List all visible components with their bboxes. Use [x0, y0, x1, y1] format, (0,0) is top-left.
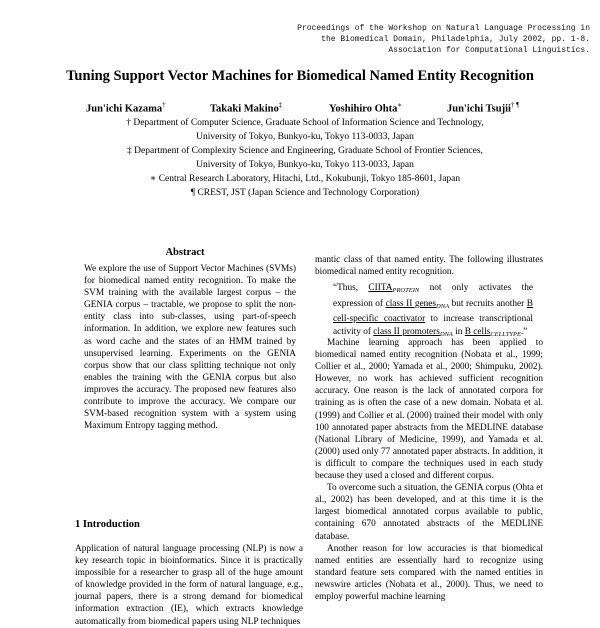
entity-tag: DNA — [436, 302, 450, 310]
entity-unlabeled: B cell-specific coactivator — [333, 298, 533, 325]
paragraph: Machine learning approach has been applied to biomedical named entity recognition (Nobata et al., 1999; Collier et al., 2000; Yamada et al., 2000; Shimpuku, 2002). However, no work has achieved sufficient recognition accuracy. One reason is the lack of annotated corpora for training as is often the case of a new domain. Nobata et al. (1999) and Collier et al. (2000) trained their model with only 100 annotated paper abstracts from the MEDLINE database (National Library of Medicine, 1999), and Yamada et al. (2000) used only 77 annotated paper abstracts. In addition, it is difficult to compare the techniques used in each study because they used a closed and different corpus. — [315, 338, 543, 482]
entity-dna: class II genes — [385, 298, 437, 309]
affiliation-line: ¶ CREST, JST (Japan Science and Technology Corporation) — [190, 188, 420, 198]
introduction-text: Application of natural language processing (NLP) is now a key research topic in bioinformatics. Since it is practically impossible for a researcher to grasp all of the huge amount of knowledge provided in the form of natural language, e.g., journal papers, there is a strong demand for biomedical information extraction (IE), which extracts knowledge automatically from biomedical papers using NLP techniques — [75, 544, 303, 627]
introduction-body — [75, 543, 303, 628]
example-quote — [333, 282, 533, 341]
author-name: Jun'ichi Tsujii — [447, 103, 511, 115]
affiliation-line: University of Tokyo, Bunkyo-ku, Tokyo 113-0033, Japan — [196, 160, 414, 170]
quote-text: to increase transcriptional activity of — [333, 314, 534, 337]
quote-text: but recruits another — [449, 298, 527, 309]
author-3 — [329, 101, 402, 115]
affiliation-line: † Department of Computer Science, Graduate School of Information Science and Technology, — [126, 118, 484, 128]
author-name: Jun'ichi Kazama — [86, 103, 163, 115]
right-col-body — [315, 337, 543, 603]
entity-tag: DNA — [439, 330, 453, 338]
entity-tag: CELLTYPE — [490, 330, 521, 338]
quote-text: in — [452, 326, 465, 337]
abstract-body — [84, 263, 296, 432]
author-mark: † — [162, 101, 166, 109]
quote-text: .” — [520, 326, 528, 337]
abstract-text: We explore the use of Support Vector Machines (SVMs) for biomedical named entity recognition. To make the SVM training with the available largest corpus – the GENIA corpus – tractable, we propose to split the non-entity class into sub-classes, using part-of-speech information. In addition, we explore new features such as word cache and the states of an HMM trained by unsupervised learning. Experiments on the GENIA corpus show that our class splitting technique not only enables the training with the GENIA corpus but also improves the accuracy. The proposed new features also contribute to improve the accuracy. We compare our SVM-based recognition system with a system using Maximum Entropy tagging method. — [84, 264, 296, 432]
entity-dna: class II promoters — [373, 326, 440, 337]
paragraph: mantic class of that named entity. The following illustrates biomedical named entity recognition. — [315, 255, 543, 278]
entity-celltype: B cells — [464, 326, 491, 337]
author-2 — [210, 101, 282, 115]
author-4 — [447, 101, 519, 115]
entity-tag: PROTEIN — [392, 287, 420, 294]
author-mark: ‡ — [278, 101, 283, 109]
quote-text: “Thus, — [333, 283, 369, 293]
proceedings-header: Proceedings of the Workshop on Natural Language Processing in the Biomedical Domain, Philadelphia, July 2002, pp. 1-8. Association for Computational Linguistics. — [297, 24, 590, 55]
author-name: Takaki Makino — [210, 103, 279, 115]
right-col-intro — [315, 254, 543, 278]
abstract-heading: Abstract — [165, 247, 205, 258]
affiliation-line: University of Tokyo, Bunkyo-ku, Tokyo 113-0033, Japan — [196, 132, 414, 142]
paragraph: Another reason for low accuracies is that biomedical named entities are essentially hard to recognize using standard feature sets compared with the named entities in newswire articles (Nobata et al., 2000). Thus, we need to employ powerful machine learning — [315, 543, 543, 602]
quote-text: not only activates the expression of — [333, 283, 533, 309]
author-1 — [86, 101, 166, 115]
affiliation-line: ∗ Central Research Laboratory, Hitachi, Ltd., Kokubunji, Tokyo 185-8601, Japan — [149, 174, 461, 184]
author-mark: † ¶ — [510, 101, 520, 109]
affiliations — [60, 116, 550, 200]
paragraph: To overcome such a situation, the GENIA corpus (Ohta et al., 2002) has been developed, and at this time it is the largest biomedical annotated corpus available to public, containing 670 annotated abstracts of the MEDLINE database. — [315, 483, 543, 542]
author-mark: ∗ — [397, 101, 403, 109]
section-heading-introduction: 1 Introduction — [75, 519, 140, 530]
author-name: Yoshihiro Ohta — [329, 103, 398, 115]
paper-title: Tuning Support Vector Machines for Biomedical Named Entity Recognition — [66, 68, 534, 84]
entity-protein: CIITA — [368, 283, 393, 293]
affiliation-line: ‡ Department of Complexity Science and Engineering, Graduate School of Frontier Sciences, — [127, 146, 483, 156]
